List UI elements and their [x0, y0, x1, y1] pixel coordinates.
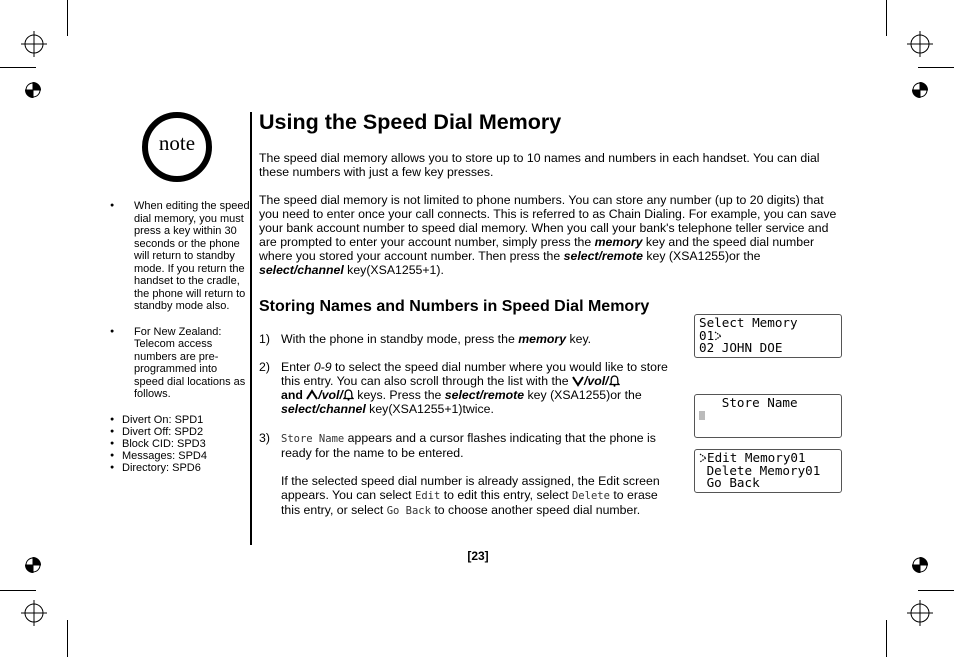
- lcd-store-name: [694, 394, 842, 438]
- crop-mark: [918, 590, 954, 591]
- select-channel-key-label: select/channel: [281, 402, 366, 416]
- note-item: ● For New Zealand: Telecom access numbers are pre-programmed into speed dial locations as follows.: [110, 326, 250, 401]
- registration-dot-icon: [25, 557, 41, 573]
- access-code-item: ● Divert Off: SPD2: [110, 426, 250, 438]
- digits-label: 0-9: [313, 360, 332, 374]
- section-heading: Storing Names and Numbers in Speed Dial Memory: [259, 298, 650, 315]
- registration-dot-icon: [912, 82, 928, 98]
- intro-paragraph: The speed dial memory allows you to store up to 10 names and numbers in each handset. You can dial these numbers with just a few key presses.: [259, 151, 820, 179]
- column-divider: [250, 112, 252, 545]
- crop-mark: [67, 0, 68, 36]
- registration-crosshair-icon: [20, 599, 48, 627]
- lcd-line: 02 JOHN DOE: [699, 340, 783, 356]
- memory-key-label: memory: [594, 235, 643, 249]
- access-code-item: ● Divert On: SPD1: [110, 414, 250, 426]
- chain-dialing-paragraph: The speed dial memory is not limited to phone numbers. You can store any number (up to 20 digits) that you need to enter once your call connects. This is referred to as Chain Dialing. For example, you can save your bank account number to speed dial memory. When you call your bank's telephone teller service and are prompted to enter your account number, simply press the memory key and the speed dial number where you stored your account number. Then press the select/remote key (XSA1255)or the select/channel key(XSA1255+1).: [259, 193, 837, 277]
- access-code-list: [110, 414, 250, 475]
- select-remote-key-label: select/remote: [444, 388, 525, 402]
- registration-dot-icon: [25, 82, 41, 98]
- step-3: 3) Store Name appears and a cursor flashes indicating that the phone is ready for the name to be entered. If the selected speed dial number is already assigned, the Edit screen appears. You can select Edit to edit this entry, select Delete to erase this entry, or select Go Back to choose another speed dial number.: [259, 431, 660, 517]
- sidebar-notes: [110, 200, 250, 475]
- lcd-text-edit: Edit: [415, 490, 441, 502]
- bell-icon: [343, 389, 354, 401]
- crop-mark: [0, 67, 36, 68]
- lcd-menu-item: Delete Memory01: [699, 462, 821, 478]
- select-remote-key-label: select/remote: [563, 249, 643, 263]
- page-number: [23]: [467, 549, 489, 563]
- lcd-menu-item: Go Back: [699, 475, 760, 491]
- lcd-line: 01: [699, 327, 715, 343]
- pointer-icon: [699, 453, 707, 463]
- registration-dot-icon: [912, 557, 928, 573]
- lcd-text-delete: Delete: [571, 490, 610, 502]
- lcd-select-memory: [694, 314, 842, 358]
- step-1: 1) With the phone in standby mode, press the memory key.: [259, 332, 592, 346]
- lcd-line: Select Memory: [699, 315, 798, 330]
- up-arrow-icon: [306, 389, 318, 401]
- lcd-text-go-back: Go Back: [386, 505, 431, 517]
- access-code-item: ● Directory: SPD6: [110, 462, 250, 474]
- select-channel-key-label: select/channel: [259, 263, 344, 277]
- access-code-item: ● Messages: SPD4: [110, 450, 250, 462]
- lcd-edit-menu: [694, 449, 842, 493]
- lcd-text-store-name: Store Name: [281, 433, 345, 445]
- note-icon: [141, 111, 213, 183]
- step-number: 2): [259, 360, 270, 374]
- crop-mark: [0, 590, 36, 591]
- access-code-item: ● Block CID: SPD3: [110, 438, 250, 450]
- crop-mark: [886, 620, 887, 657]
- bell-icon: [609, 375, 620, 387]
- crop-mark: [67, 620, 68, 657]
- registration-crosshair-icon: [906, 599, 934, 627]
- step-number: 1): [259, 332, 270, 346]
- pointer-icon: [714, 331, 722, 341]
- step-2: 2) Enter 0-9 to select the speed dial number where you would like to store this entry. You can also scroll through the list with the /vol/ and /vol/ keys. Press the select/remote key (XSA1255)or the select/channel key(XSA1255+1)twice.: [259, 360, 668, 416]
- note-label: note: [158, 131, 196, 155]
- down-arrow-icon: [572, 375, 584, 387]
- text-cursor: [699, 411, 705, 420]
- page-title: Using the Speed Dial Memory: [259, 110, 562, 134]
- memory-key-label: memory: [518, 332, 567, 346]
- step-number: 3): [259, 431, 270, 445]
- registration-crosshair-icon: [906, 30, 934, 58]
- registration-crosshair-icon: [20, 30, 48, 58]
- note-item: ● When editing the speed dial memory, you must press a key within 30 seconds or the phone will return to standby mode. If you return the handset to the cradle, the phone will return to standby mode also.: [110, 200, 250, 313]
- lcd-menu-item: Edit Memory01: [707, 450, 806, 465]
- crop-mark: [886, 0, 887, 36]
- crop-mark: [918, 67, 954, 68]
- lcd-line: Store Name: [699, 395, 798, 410]
